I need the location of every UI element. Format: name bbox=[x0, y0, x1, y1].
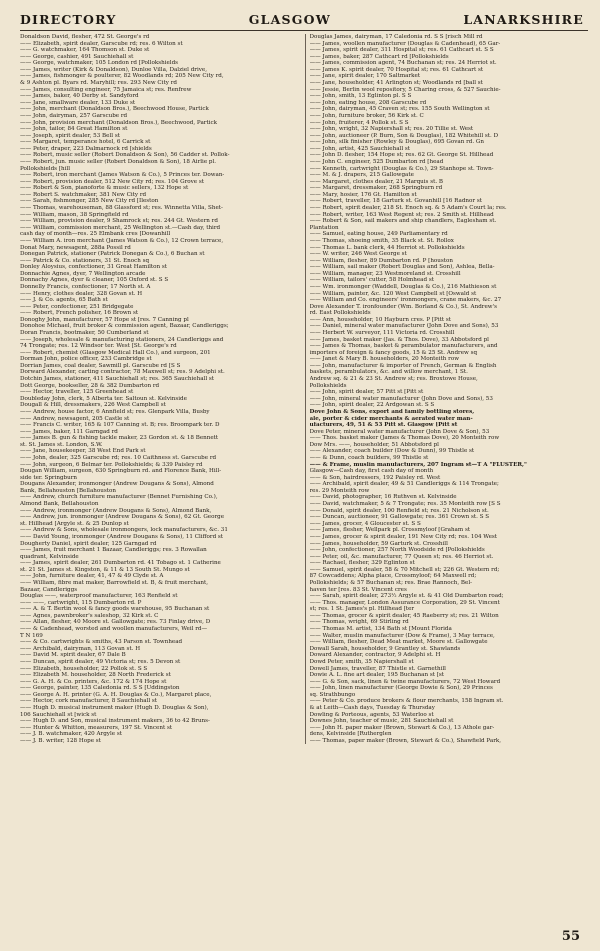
directory-entry: —— Sarah, fishmonger, 285 New City rd [Ileston bbox=[20, 198, 159, 205]
directory-entry: —— William, flesher, 89 Dumbarton rd. P [houston bbox=[309, 257, 453, 264]
directory-entry: —— John, wright, 32 Napiershall st; res. 20 Tillie st. West bbox=[309, 126, 474, 133]
header-left: DIRECTORY bbox=[20, 12, 117, 27]
directory-entry: —— James K. spirit dealer, 70 Hospital st; res. 61 Cathcart st bbox=[309, 66, 484, 73]
page-header bbox=[20, 10, 588, 31]
directory-entry: Donoghy John, manufacturer, 57 Hope st [res. 7 Canning pl bbox=[20, 316, 189, 323]
directory-entry: Dougherty Daniel, spirit dealer, 125 Garngad rd bbox=[20, 540, 157, 547]
directory-entry: —— Robert & Son, sail makers and ship chandlers, Eaglesham st. bbox=[309, 218, 497, 225]
directory-entry: —— Thomas, warehouseman, 88 Glassford st; res. Winnetta Villa, Shet- bbox=[20, 205, 223, 212]
directory-entry: —— Peter, draper, 223 Dalmarnock rd [shields bbox=[20, 145, 152, 152]
directory-entry: —— David, watchmaker, 5 & 7 Trongate; res. 35 Monteith row [S S bbox=[309, 501, 501, 508]
directory-entry: —— Janet & Mary B. householders, 20 Monteith row bbox=[309, 356, 459, 363]
directory-entry: Donegan Patrick, stationer (Patrick Donegan & Co.), 6 Buchan st bbox=[20, 251, 205, 258]
directory-entry: —— John, furniture dealer, 41, 47 & 49 Clyde st. A bbox=[20, 573, 164, 580]
directory-entry: —— Jane, householder, 41 Arlington st; Woodlands rd [ball st bbox=[309, 80, 483, 87]
directory-entry: baskets, perambulators, &c. and willow merchant, 1 St. bbox=[309, 369, 468, 376]
directory-entry: —— John, merchant (Donaldson Bros.), Beechwood House, Partick bbox=[20, 106, 209, 113]
directory-entry: —— John C. engineer, 525 Dumbarton rd [head bbox=[309, 158, 444, 165]
directory-entry: —— Peter & Co. produce brokers & flour merchants, 158 Ingram st. bbox=[309, 698, 504, 705]
directory-entry: —— John, auctioneer (P. Burn, Son & Douglas), 182 Whitehill st. D bbox=[309, 132, 499, 139]
directory-entry: —— Robert, spirit dealer, 218 St. Enoch sq. & 5 Adam's Court la; res. bbox=[309, 205, 507, 212]
directory-entry: —— Elizabeth, spirit dealer, Garscube rd; res. 6 Wilton st bbox=[20, 40, 183, 47]
directory-entry: Dow Mrs. ——, householder, 51 Abbotsford pl bbox=[309, 441, 439, 448]
directory-entry: —— John, tailor, 84 Great Hamilton st bbox=[20, 126, 128, 133]
directory-entry: —— Elizabeth, householder, 22 Pollok st. S S bbox=[20, 665, 148, 672]
directory-entry: —— Thomas, paper maker (Brown, Stewart & Co.), Shawfield Park, bbox=[309, 737, 502, 744]
directory-entry: Pollokshields bbox=[309, 382, 347, 389]
directory-entry: —— Kenneth, cartwright (Douglas & Co.), 29 Stanhope st. Town- bbox=[309, 165, 494, 172]
directory-entry: Donnelly Francis, confectioner, 17 North st. A bbox=[20, 283, 151, 290]
directory-entry: —— William, sail maker (Robert Douglas and Son), Ashlea, Bella- bbox=[309, 264, 495, 271]
directory-entry: —— Robert, traveller, 18 Garturk st. Govanhill [16 Radnor st bbox=[309, 198, 482, 205]
directory-entry: —— Andrew, newsagent, 205 Castle st bbox=[20, 415, 130, 422]
directory-entry: Dowling & Porteous, agents, 53 Waterloo st bbox=[309, 711, 434, 718]
directory-entry: —— Archibald, dairyman, 113 Govan st. H bbox=[20, 645, 141, 652]
directory-entry: st. 21 St. James st. Kingston, & 11 & 13 South St. Mungo st bbox=[20, 566, 190, 573]
directory-entry: Dove John & Sons, export and family bottling stores, bbox=[309, 408, 475, 415]
directory-entry: —— Duncan, spirit dealer, 49 Victoria st; res. 5 Devon st bbox=[20, 658, 181, 665]
directory-entry: Dougan William, surgeon, 630 Springburn rd. and Florence Bank, Hill- bbox=[20, 468, 222, 475]
directory-entry: —— Thomas, wright, 69 Stirling rd bbox=[309, 619, 409, 626]
directory-entry: —— M. & J. drapers, 215 Gallowgate bbox=[309, 172, 414, 179]
directory-entry: cash day of month—res. 25 Elmbank cres [Dowanhill bbox=[20, 231, 171, 238]
directory-entry: —— John, confectioner, 257 North Woodside rd [Pollokshields bbox=[309, 547, 485, 554]
directory-entry: —— James, fruit merchant 1 Bazaar, Candleriggs; res. 3 Rowallan bbox=[20, 547, 207, 554]
directory-entry: side ter. Springburn bbox=[20, 474, 78, 481]
directory-entry: Dorward Alexander, carting contractor, 78 Maxwell st; res. 9 Adelphi st. bbox=[20, 369, 225, 376]
directory-entry: haven ter [res. 83 St. Vincent cres bbox=[309, 586, 407, 593]
directory-entry: —— George A. H. printer (G. A. H. Douglas & Co.), Margaret place, bbox=[20, 691, 212, 698]
directory-entry: —— James, grocer & spirit dealer, 191 New City rd; res. 104 West bbox=[309, 533, 498, 540]
page-number: 55 bbox=[561, 929, 580, 944]
directory-entry: —— John, dealer, 325 Garscube rd; res. 10 Caithness st. Garscube rd bbox=[20, 455, 217, 461]
directory-entry: —— & Frame, muslin manufacturers, 207 Ingram st—T A "FLUSTER," bbox=[309, 461, 527, 468]
directory-entry: 74 Trongate; res. 12 Windsor ter. West [St. George's rd bbox=[20, 343, 177, 350]
directory-entry: —— Thomas, shoeing smith, 35 Black st. St. Rollox bbox=[309, 237, 454, 244]
directory-entry: Glasgow—Cash day, first cash day of month bbox=[309, 468, 434, 475]
directory-entry: —— William, flesher, Dead Meat market, Moore st. Gallowgate bbox=[309, 639, 488, 646]
directory-entry: —— William, tailors' cutter, 58 Holmhead st bbox=[309, 277, 434, 284]
directory-entry: —— James, baker, 40 Derby st. Sandyford bbox=[20, 93, 139, 100]
directory-entry: —— Alexander, coach builder (Dow & Dunn), 99 Thistle st bbox=[309, 448, 475, 455]
directory-entry: —— John, linen manufacturer (George Dowie & Son), 29 Princes bbox=[309, 685, 493, 692]
directory-entry: —— Elizabeth M. householder, 28 North Frederick st bbox=[20, 672, 171, 679]
directory-entry: —— Agnes, pawnbroker's saleshop, 32 Kirk st. C bbox=[20, 612, 159, 619]
directory-entry: Douglas ——, waterproof manufacturer, 163 Renfield st bbox=[20, 593, 178, 600]
directory-entry: —— John, fruiterer, 4 Pollok st. S S bbox=[309, 119, 409, 126]
directory-entry: —— Robert, provision dealer, 512 New City rd; res. 104 Grove st bbox=[20, 178, 204, 185]
directory-entry: —— Thos. basket maker (James & Thomas Dove), 20 Monteith row bbox=[309, 435, 500, 442]
directory-entry: —— & Dunn, coach builders, 99 Thistle st bbox=[309, 455, 429, 461]
directory-entry: —— A. & T. Bertin wool & fancy goods warehouse, 95 Buchanan st bbox=[20, 606, 210, 613]
directory-entry: —— Robert, French polisher, 16 Brown st bbox=[20, 310, 139, 317]
directory-entry: —— & Cadenhead, worsted and woollen manufacturers, Weil rd— bbox=[20, 626, 208, 633]
directory-entry: —— James, flesher, Wellpark pl. Crossmyloof [Graham st bbox=[309, 527, 471, 534]
directory-entry: Bazaar, Candleriggs bbox=[20, 586, 78, 593]
directory-entry: —— William, painter, &c. 120 West Campbell st [Oswald st bbox=[309, 290, 477, 297]
directory-entry: —— Hugh D. and Son, musical instrument makers, 36 to 42 Bruns- bbox=[20, 718, 210, 725]
directory-entry: quadrant, Kelvinside bbox=[20, 553, 79, 560]
directory-entry: Dougall & Hill, dressmakers, 226 West Campbell st bbox=[20, 402, 166, 409]
directory-entry: —— James, grocer, 4 Gloucester st. S S bbox=[309, 520, 421, 527]
directory-entry: ale, porter & cider merchants & aerated water man- bbox=[309, 415, 473, 422]
directory-entry: —— W. writer, 246 West George st bbox=[309, 251, 407, 258]
directory-entry: —— John, smith, 13 Eglinton pl. S S bbox=[309, 93, 412, 100]
directory-entry: —— Walter, muslin manufacturer (Dow & Frame), 3 May terrace, bbox=[309, 632, 495, 639]
directory-entry: —— Samuel, eating house, 249 Parliamentary rd bbox=[309, 231, 448, 238]
directory-entry: —— Andrew, ironmonger (Andrew Dougans & Sons), Almond Bank, bbox=[20, 507, 212, 514]
directory-entry: —— James, fishmonger & poulterer, 82 Woodlands rd; 205 New City rd, bbox=[20, 73, 224, 80]
directory-entry: Donat Mary, newsagent, 288a Possil rd bbox=[20, 244, 131, 251]
directory-entry: —— Hector, cork manufacturer, 8 Sauchiehall st bbox=[20, 698, 158, 705]
directory-entry: Donaldson David, flesher, 472 St. George's rd bbox=[20, 34, 150, 40]
directory-entry: —— John, mineral water manufacturer (John Dove and Sons), 53 bbox=[309, 395, 493, 402]
directory-entry: Andrew sq. & 21 & 23 St. Andrew st; res. Broxtowe House, bbox=[309, 376, 478, 383]
directory-entry: ufacturers, 49, 51 & 53 Pitt st. Glasgow [Pitt st bbox=[309, 422, 458, 429]
directory-entry: Pollokshields; & 57 Buchanan st; res. Brae Rannoch, Bel- bbox=[309, 579, 473, 586]
directory-entry: —— Mary, hosier, 176 Gt. Hamilton st bbox=[309, 191, 417, 198]
directory-entry: Doran Francis, bootmaker, 50 Cumberland st bbox=[20, 330, 149, 337]
directory-entry: —— Peter, oil, &c. manufacturer, 77 Queen st; res. 46 Herriot st. bbox=[309, 553, 494, 560]
directory-entry: —— Thomas, grocer & spirit dealer, 45 Raeberry st; res. 21 Wilton bbox=[309, 612, 499, 619]
directory-entry: —— John, spirit dealer, 22 Ardgowan st. S S bbox=[309, 402, 435, 409]
directory-entry: —— Joseph, spirit dealer, 53 Bell st bbox=[20, 132, 120, 139]
directory-entry: Dowie A. L. fine art dealer, 195 Buchanan st [st bbox=[309, 672, 445, 679]
directory-entry: Plantation bbox=[309, 224, 339, 231]
directory-entry: —— George, cashier, 491 Sauchiehall st bbox=[20, 53, 134, 60]
directory-entry: —— Peter, confectioner, 251 Bridgegate bbox=[20, 303, 134, 310]
directory-entry: —— Andrew & Sons, wholesale ironmongers, lock manufacturers, &c. 31 bbox=[20, 527, 228, 534]
directory-entry: —— Jane, housekeeper, 38 West End Park st bbox=[20, 448, 146, 455]
directory-entry: —— William and Co. engineers' ironmongers, crane makers, &c. 27 bbox=[309, 297, 502, 304]
directory-entry: Almond Bank, Bellahouston bbox=[20, 501, 99, 508]
directory-entry: —— William, fibre mat maker, Barrowfield st. B, & fruit merchant, bbox=[20, 579, 209, 586]
directory-entry: —— John, dairyman, 45 Craven st; res. 155 South Wellington st bbox=[309, 106, 490, 113]
directory-entry: Dorman John, police officer, 233 Cambridge st bbox=[20, 356, 152, 363]
directory-entry: —— John, furniture broker, 56 Kirk st. C bbox=[309, 112, 424, 119]
directory-entry: Pollokshields [hill bbox=[20, 165, 70, 172]
directory-entry: st. Hillhead [Argyle st. & 25 Dunlop st bbox=[20, 520, 129, 527]
directory-entry: —— Thos. manager, London Assurance Corporation, 29 St. Vincent bbox=[309, 599, 500, 606]
directory-entry: —— Robert & Son, pianoforte & music sellers, 132 Hope st bbox=[20, 185, 189, 192]
directory-entry: Dotchin James, stationer, 411 Sauchiehall st; res. 365 Sauchiehall st bbox=[20, 376, 215, 383]
directory-entry: —— J. & Co. agents, 65 Bath st bbox=[20, 297, 108, 304]
right-column bbox=[305, 34, 589, 744]
directory-entry: —— G. A. H. & Co. printers, &c. 172 & 174 Hope st bbox=[20, 678, 167, 685]
directory-entry: sq. Strathbungo bbox=[309, 691, 356, 698]
directory-columns bbox=[20, 34, 588, 744]
directory-entry: —— & Co. cartwrights & smiths, 43 Parson st. Townhead bbox=[20, 639, 183, 646]
directory-entry: rd. East Pollokshields bbox=[309, 310, 371, 317]
directory-entry: Bank, Bellahouston [Bellahouston bbox=[20, 487, 116, 494]
directory-entry: —— Thomas L. bank clerk, 44 Herriot st. Pollokshields bbox=[309, 244, 465, 251]
directory-entry: —— John D. flesher, 154 Hope st; res. 62 Gt. George St. Hillhead bbox=[309, 152, 494, 159]
directory-entry: —— Jane, spirit dealer, 170 Saltmarket bbox=[309, 73, 421, 80]
directory-entry: —— John, dairyman, 257 Garscube rd bbox=[20, 112, 128, 119]
directory-entry: Doward Alexander, contractor, 9 Adelphi st. H bbox=[309, 652, 441, 659]
directory-entry: —— J. B. writer, 128 Hope st bbox=[20, 737, 101, 744]
directory-entry: —— John, artist, 425 Sauchiehall st bbox=[309, 145, 411, 152]
directory-entry: importers of foreign & fancy goods, 15 & 25 St. Andrew sq bbox=[309, 349, 478, 356]
directory-entry: —— James & Thomas, basket & perambulator manufacturers, and bbox=[309, 343, 498, 350]
directory-entry: —— Margaret, clothes dealer, 21 Marquis st. B bbox=[309, 178, 443, 185]
directory-entry: —— John, surgeon, 6 Belmar ter. Pollokshields; & 339 Paisley rd bbox=[20, 461, 203, 468]
directory-entry: Donohoe Michael, fruit broker & commission agent, Bazaar, Candleriggs; bbox=[20, 323, 229, 330]
directory-entry: st. St. James st. London, S.W. bbox=[20, 441, 103, 448]
directory-entry: —— J. B. watchmaker, 420 Argyle st bbox=[20, 731, 122, 738]
directory-entry: —— James, writer (Kirk & Donaldson), Dunloe Villa, Dalziel drive, bbox=[20, 66, 207, 73]
directory-entry: —— James, basket maker (Jas. & Thos. Dove), 33 Abbotsford pl bbox=[309, 336, 489, 343]
directory-entry: —— James, baker, 111 Garngad rd bbox=[20, 428, 118, 435]
directory-entry: —— William A. iron merchant (James Watson & Co.), 12 Crown terrace, bbox=[20, 237, 224, 244]
directory-entry: —— Robert, iron merchant (James Watson & Co.), 5 Princes ter. Dowan- bbox=[20, 172, 225, 179]
directory-entry: Dorrian James, coal dealer, Sawmill pl. Garscube rd [S S bbox=[20, 362, 181, 369]
directory-entry: —— Herbert W. surveyor, 111 Victoria rd. Crosshill bbox=[309, 330, 455, 337]
directory-entry: —— John, manufacturer & importer of French, German & English bbox=[309, 362, 497, 369]
directory-entry: —— William, commission merchant, 25 Wellington st.—Cash day, third bbox=[20, 224, 221, 231]
directory-entry: —— William, manager, 23 Westmoreland st. Crosshill bbox=[309, 270, 461, 277]
directory-entry: —— Thomas M. artist, 134 Bath st [Mount Florida bbox=[309, 626, 452, 633]
directory-entry: —— Daniel, mineral water manufacturer (John Dove and Sons), 53 bbox=[309, 323, 499, 330]
directory-entry: Dott George, bookseller, 28 & 382 Dumbarton rd bbox=[20, 382, 160, 389]
directory-entry: —— James B. gun & fishing tackle maker, 23 Gordon st. & 18 Bennett bbox=[20, 435, 219, 442]
directory-entry: —— Robert, music seller (Robert Donaldson & Son), 56 Cadder st. Pollok- bbox=[20, 152, 230, 159]
directory-entry: —— Robert, chemist (Glasgow Medical Hall Co.), and surgeon, 201 bbox=[20, 349, 211, 356]
directory-entry: Dowall Sarah, householder, 9 Grantley st. Shawlands bbox=[309, 645, 461, 652]
directory-entry: —— Margaret, dressmaker, 268 Springburn rd bbox=[309, 185, 443, 192]
directory-entry: 87 Cowcaddens; Alpha place, Crossmyloof; 64 Maxwell rd; bbox=[309, 573, 477, 580]
directory-entry: —— Hector, traveller, 125 Greenhead st bbox=[20, 389, 134, 396]
directory-entry: —— James, baker, 287 Cathcart rd [Pollokshields bbox=[309, 53, 449, 60]
directory-entry: —— David Young, ironmonger (Andrew Dougans & Sons), 11 Clifford st bbox=[20, 533, 224, 540]
directory-entry: —— Hugh D. musical instrument maker (Hugh D. Douglas & Son), bbox=[20, 704, 209, 711]
directory-entry: —— ——, cartwright, 115 Dumbarton rd. P bbox=[20, 599, 142, 606]
directory-entry: —— Allan, flesher, 40 Moore st. Gallowgate; res. 73 Finlay drive, D bbox=[20, 619, 211, 626]
directory-entry: —— John, eating house, 208 Garscube rd bbox=[309, 99, 427, 106]
directory-entry: Donnachie Agnes, dyer, 7 Wellington arcade bbox=[20, 270, 146, 277]
directory-entry: —— James, householder, 59 Garturk st. Crosshill bbox=[309, 540, 448, 547]
directory-entry: —— Andrew, jun. ironmonger (Andrew Dougans & Sons), 62 Gt. George bbox=[20, 514, 225, 521]
directory-entry: res. 29 Monteith row bbox=[309, 487, 370, 494]
directory-entry: —— James, woollen manufacturer (Douglas & Cadenhead), 65 Gar- bbox=[309, 40, 501, 47]
directory-entry: Donley Aloysius, confectioner, 31 Great Hamilton st bbox=[20, 264, 168, 271]
directory-entry: —— Joseph, wholesale & manufacturing stationers, 24 Candleriggs and bbox=[20, 336, 224, 343]
directory-entry: Donnachy Agnes, dyer & cleaner, 105 Oxford st. S S bbox=[20, 277, 169, 284]
directory-entry: & 9 Ashton pl. Byars rd. Maryhill; res. 293 New City rd bbox=[20, 80, 177, 87]
directory-entry: —— Samuel, spirit dealer, 58 & 70 Mitchell st; 226 Gt. Western rd; bbox=[309, 566, 500, 573]
directory-entry: —— Robert, jun. music seller (Robert Donaldson & Son), 18 Airlie pl. bbox=[20, 158, 217, 165]
directory-entry: —— Jane, smallware dealer, 133 Duke st bbox=[20, 99, 136, 106]
directory-entry: Douglas James, dairyman, 17 Caledonia rd. S S [risch Mill rd bbox=[309, 34, 483, 40]
directory-entry: —— Hunter & Whitton, measurers, 197 St. Vincent st bbox=[20, 724, 173, 731]
directory-entry: —— Duncan, auctioneer, 91 Gallowgate; res. 361 Crown st. S S bbox=[309, 514, 490, 521]
directory-entry: —— Ann, householder, 10 Hayburn cres. P [Pitt st bbox=[309, 316, 452, 323]
directory-entry: —— Patrick & Co. stationers, 31 St. Enoch sq bbox=[20, 257, 150, 264]
directory-entry: —— Andrew, church furniture manufacturer (Bennet Furnishing Co.), bbox=[20, 494, 218, 501]
directory-entry: —— David M. spirit dealer, 67 Dale B bbox=[20, 652, 126, 659]
directory-entry: dens, Kelvinside [Rutherglen bbox=[309, 731, 392, 738]
directory-entry: —— Henry, clothes dealer, 328 Govan st. H bbox=[20, 290, 143, 297]
directory-entry: Downes John, teacher of music, 281 Sauchiehall st bbox=[309, 718, 454, 725]
directory-entry: —— James, spirit dealer, 311 Hospital st; res. 61 Cathcart st. S S bbox=[309, 47, 494, 54]
header-right: LANARKSHIRE bbox=[463, 12, 584, 27]
directory-entry: Dowell James, traveller, 87 Thistle st. Garnethill bbox=[309, 665, 446, 672]
directory-entry: —— George, watchmaker, 105 London rd [Pollokshields bbox=[20, 60, 179, 67]
directory-entry: 106 Sauchiehall st [wick st bbox=[20, 711, 97, 718]
directory-entry: —— Rachael, flesher, 329 Eglinton st bbox=[309, 560, 415, 567]
directory-entry: —— James, spirit dealer, 261 Dumbarton rd. 41 Tobago st. 1 Catherine bbox=[20, 560, 221, 567]
directory-entry: —— George, painter, 135 Caledonia rd. S S [Uddingston bbox=[20, 685, 180, 692]
directory-entry: —— John, silk finisher (Rowley & Douglas), 695 Govan rd. Gn bbox=[309, 139, 484, 146]
left-column bbox=[20, 34, 299, 744]
directory-entry: —— G. watchmaker, 164 Thomson st. Duke st bbox=[20, 47, 150, 54]
directory-entry: —— Wm. ironmonger (Waddell, Douglas & Co.), 216 Mathieson st bbox=[309, 283, 497, 290]
directory-entry: —— & Son, hairdressers, 192 Paisley rd. West bbox=[309, 474, 441, 481]
directory-entry: —— William, mason, 38 Springfield rd bbox=[20, 211, 129, 218]
directory-entry: st; res. 1 St. James's pl. Hillhead [ter bbox=[309, 606, 415, 613]
directory-entry: —— Archibald, spirit dealer, 49 & 51 Candleriggs & 114 Trongate; bbox=[309, 481, 499, 488]
directory-entry: —— Jessie, Berlin wool repository, 5 Charing cross, & 527 Sauchie- bbox=[309, 86, 501, 93]
directory-entry: Dowd Peter, smith, 35 Napiershall st bbox=[309, 658, 414, 665]
directory-entry: —— Andrew, house factor, 6 Annfield st; res. Glenpark Villa, Busby bbox=[20, 408, 210, 415]
directory-entry: —— John H. paper maker (Brown, Stewart & Co.), 13 Athole gar- bbox=[309, 724, 495, 731]
directory-entry: Dove Alexander T. ironfounder (Wm. Borland & Co.), St. Andrew's bbox=[309, 303, 497, 310]
directory-entry: —— Sarah, spirit dealer, 273½ Argyle st. & 41 Old Dumbarton road; bbox=[309, 593, 504, 600]
directory-entry: —— Robert, writer, 163 West Regent st; res. 2 Smith st. Hillhead bbox=[309, 211, 494, 218]
directory-entry: —— Robert S. watchmaker, 381 New City rd bbox=[20, 191, 147, 198]
directory-entry: & at Leith—Cash days, Tuesday & Thursday bbox=[309, 704, 435, 711]
directory-entry: —— Donald, spirit dealer, 100 Renfield st; res. 21 Nicholson st. bbox=[309, 507, 489, 514]
directory-entry: —— John, spirit dealer, 57 Pitt st [Pitt st bbox=[309, 389, 424, 396]
header-center: GLASGOW bbox=[248, 12, 331, 27]
directory-entry: —— William, provision dealer, 9 Shamrock st; res. 244 Gt. Western rd bbox=[20, 218, 218, 225]
directory-entry: —— James, commission agent, 74 Buchanan st; res. 24 Herriot st. bbox=[309, 60, 497, 67]
directory-entry: Dougans Alexander, ironmonger (Andrew Dougans & Sons), Almond bbox=[20, 481, 214, 488]
directory-entry: —— James, consulting engineer, 75 Jamaica st; res. Renfrew bbox=[20, 86, 192, 93]
directory-entry: T N 169 bbox=[20, 632, 43, 639]
directory-entry: Dove Peter, mineral water manufacturer (John Dove & Son), 53 bbox=[309, 428, 490, 435]
directory-entry: —— G. & Son, sack, linen & twine manufacturers, 72 West Howard bbox=[309, 678, 501, 685]
directory-entry: Doubleday John, clerk, 5 Alberta ter. Saltoun st. Kelvinside bbox=[20, 395, 187, 402]
directory-entry: —— Francis C. writer, 165 & 107 Canning st. B; res. Broompark ter. D bbox=[20, 422, 220, 429]
directory-entry: —— David, photographer, 16 Ruthven st. Kelvinside bbox=[309, 494, 457, 501]
directory-entry: —— Margaret, temperance hotel, 6 Carrick st bbox=[20, 139, 151, 146]
directory-entry: —— John, provision merchant (Donaldson Bros.), Beechwood, Partick bbox=[20, 119, 218, 126]
